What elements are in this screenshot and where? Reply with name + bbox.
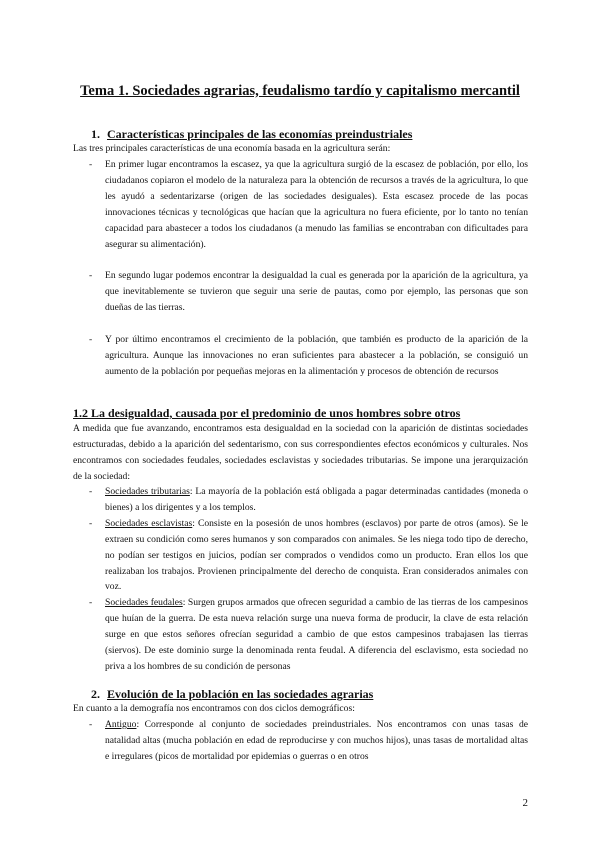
list-item-text: : La mayoría de la población está obligada a pagar determinadas cantidades (moneda o bienes) a los dirigentes y a los templos. bbox=[105, 486, 528, 513]
list-item-term: Sociedades esclavistas bbox=[105, 517, 193, 529]
list-item: - Sociedades esclavistas: Consiste en la posesión de unos hombres (esclavos) por parte de otros (amos). Se le extraen su condición como seres humanos y son comparados con animales. Se les niega todo tipo de derecho, no podían ser testigos en juicios, podían ser comprados o vendidos como un producto. Eran ellos los que realizaban los trabajos. Provienen principalmente del derecho de conquista. Eran considerados animales con voz. bbox=[89, 517, 528, 593]
section-1-number: 1. bbox=[91, 127, 100, 141]
section-2-heading bbox=[91, 687, 373, 702]
section-2-title: Evolución de la población en las sociedades agrarias bbox=[107, 687, 374, 701]
section-2-intro: En cuanto a la demografía nos encontramos con dos ciclos demográficos: bbox=[73, 703, 355, 714]
section-1-list bbox=[73, 157, 528, 380]
section-1-title: Características principales de las economías preindustriales bbox=[107, 127, 413, 141]
page-number: 2 bbox=[522, 797, 528, 809]
section-1-intro: Las tres principales características de una economía basada en la agricultura serán: bbox=[73, 143, 391, 154]
list-item-text: En segundo lugar podemos encontrar la desigualdad la cual es generada por la aparición de la agricultura, ya que inevitablemente se tuvieron que seguir una serie de pautas, como por ejemplo, las personas que son dueñas de las tierras. bbox=[105, 270, 528, 314]
section-2-list bbox=[73, 717, 528, 765]
list-item-term: Sociedades tributarias bbox=[105, 486, 190, 497]
list-item-text: : Corresponde al conjunto de sociedades preindustriales. Nos encontramos con unas tasas de natalidad altas (mucha población en edad de reproducirse y con muchos hijos), unas tasas de mortalidad altas e irregulares (picos de mortalidad por epidemias o guerras o en otros bbox=[105, 719, 528, 762]
list-item-term: Sociedades feudales bbox=[105, 597, 183, 609]
list-item: - Y por último encontramos el crecimiento de la población, que también es producto de la aparición de la agricultura. Aunque las innovaciones no eran suficientes para abastecer a la población, se consiguió un aumento de la población por pequeñas mejoras en la alimentación y procesos de obtención de recursos bbox=[89, 334, 528, 377]
list-item: - Sociedades tributarias: La mayoría de la población está obligada a pagar determinadas cantidades (moneda o bienes) a los dirigentes y a los templos. bbox=[89, 486, 528, 513]
section-2-number: 2. bbox=[91, 687, 100, 701]
section-1-2-title: 1.2 La desigualdad, causada por el predominio de unos hombres sobre otros bbox=[73, 406, 461, 420]
list-item: - En primer lugar encontramos la escasez, ya que la agricultura surgió de la escasez de población, por ello, los ciudadanos copiaron el modelo de la naturaleza para la obtención de recursos a través de la agricultura, lo que les ayudó a sedentarizarse (origen de las sociedades desiguales). Esta escasez procede de las pocas innovaciones técnicas y tecnológicas que hacían que la agricultura no fuera eficiente, por lo tanto no tenían capacidad para abastecer a todos los ciudadanos (a menudo las familias se encontraban con dificultades para asegurar su alimentación). bbox=[89, 159, 528, 250]
section-1-2-list bbox=[73, 484, 528, 675]
list-item-text: : Consiste en la posesión de unos hombres (esclavos) por parte de otros (amos). Se le extraen su condición como seres humanos y son comparados con animales. Se les niega todo tipo de derecho, no podían ser testigos en juicios, podían ser comprados o vendidos como un producto. Eran ellos los que realizaban los trabajos. Provienen principalmente del derecho de conquista. Eran considerados animales con voz. bbox=[105, 517, 528, 593]
list-item-text: Y por último encontramos el crecimiento de la población, que también es producto de la aparición de la agricultura. Aunque las innovaciones no eran suficientes para abastecer a la población, se consiguió un aumento de la población por pequeñas mejoras en la alimentación y procesos de obtención de recursos bbox=[105, 334, 528, 377]
section-1-2-intro: A medida que fue avanzando, encontramos esta desigualdad en la sociedad con la aparición de distintas sociedades estructuradas, debido a la aparición del sedentarismo, con sus correspondientes efectos económicos y culturales. Nos encontramos con sociedades feudales, sociedades esclavistas y sociedades tributarias. Se impone una jerarquización de la sociedad: bbox=[73, 423, 528, 482]
section-1-2-heading bbox=[73, 406, 460, 421]
list-item-text: En primer lugar encontramos la escasez, ya que la agricultura surgió de la escasez de población, por ello, los ciudadanos copiaron el modelo de la naturaleza para la obtención de recursos a través de la agricultura, lo que les ayudó a sedentarizarse (origen de las sociedades desiguales). Esta escasez procede de las pocas innovaciones técnicas y tecnológicas que hacían que la agricultura no fuera eficiente, por lo tanto no tenían capacidad para abastecer a todos los ciudadanos (a menudo las familias se encontraban con dificultades para asegurar su alimentación). bbox=[105, 159, 528, 250]
list-item-term: Antiguo bbox=[105, 719, 137, 730]
list-item: - En segundo lugar podemos encontrar la desigualdad la cual es generada por la aparición de la agricultura, ya que inevitablemente se tuvieron que seguir una serie de pautas, como por ejemplo, las personas que son dueñas de las tierras. bbox=[89, 270, 528, 314]
list-item: - Sociedades feudales: Surgen grupos armados que ofrecen seguridad a cambio de las tierras de los campesinos que huían de la guerra. De esta nueva relación surge una nueva forma de producir, la clave de esta relación surge en que estos señores ofrecían seguridad a cambio de que estos campesinos trabajasen las tierras (siervos). De este dominio surge la denominada renta feudal. A diferencia del esclavismo, esta sociedad no priva a los hombres de su condición de personas bbox=[89, 597, 528, 672]
list-item: - Antiguo: Corresponde al conjunto de sociedades preindustriales. Nos encontramos con unas tasas de natalidad altas (mucha población en edad de reproducirse y con muchos hijos), unas tasas de mortalidad altas e irregulares (picos de mortalidad por epidemias o guerras o en otros bbox=[89, 719, 528, 762]
list-item-text: : Surgen grupos armados que ofrecen seguridad a cambio de las tierras de los campesinos que huían de la guerra. De esta nueva relación surge una nueva forma de producir, la clave de esta relación surge en que estos señores ofrecían seguridad a cambio de que estos campesinos trabajasen las tierras (siervos). De este dominio surge la denominada renta feudal. A diferencia del esclavismo, esta sociedad no priva a los hombres de su condición de personas bbox=[105, 597, 528, 672]
section-1-heading bbox=[91, 127, 412, 142]
document-title: Tema 1. Sociedades agrarias, feudalismo tardío y capitalismo mercantil bbox=[80, 82, 520, 99]
